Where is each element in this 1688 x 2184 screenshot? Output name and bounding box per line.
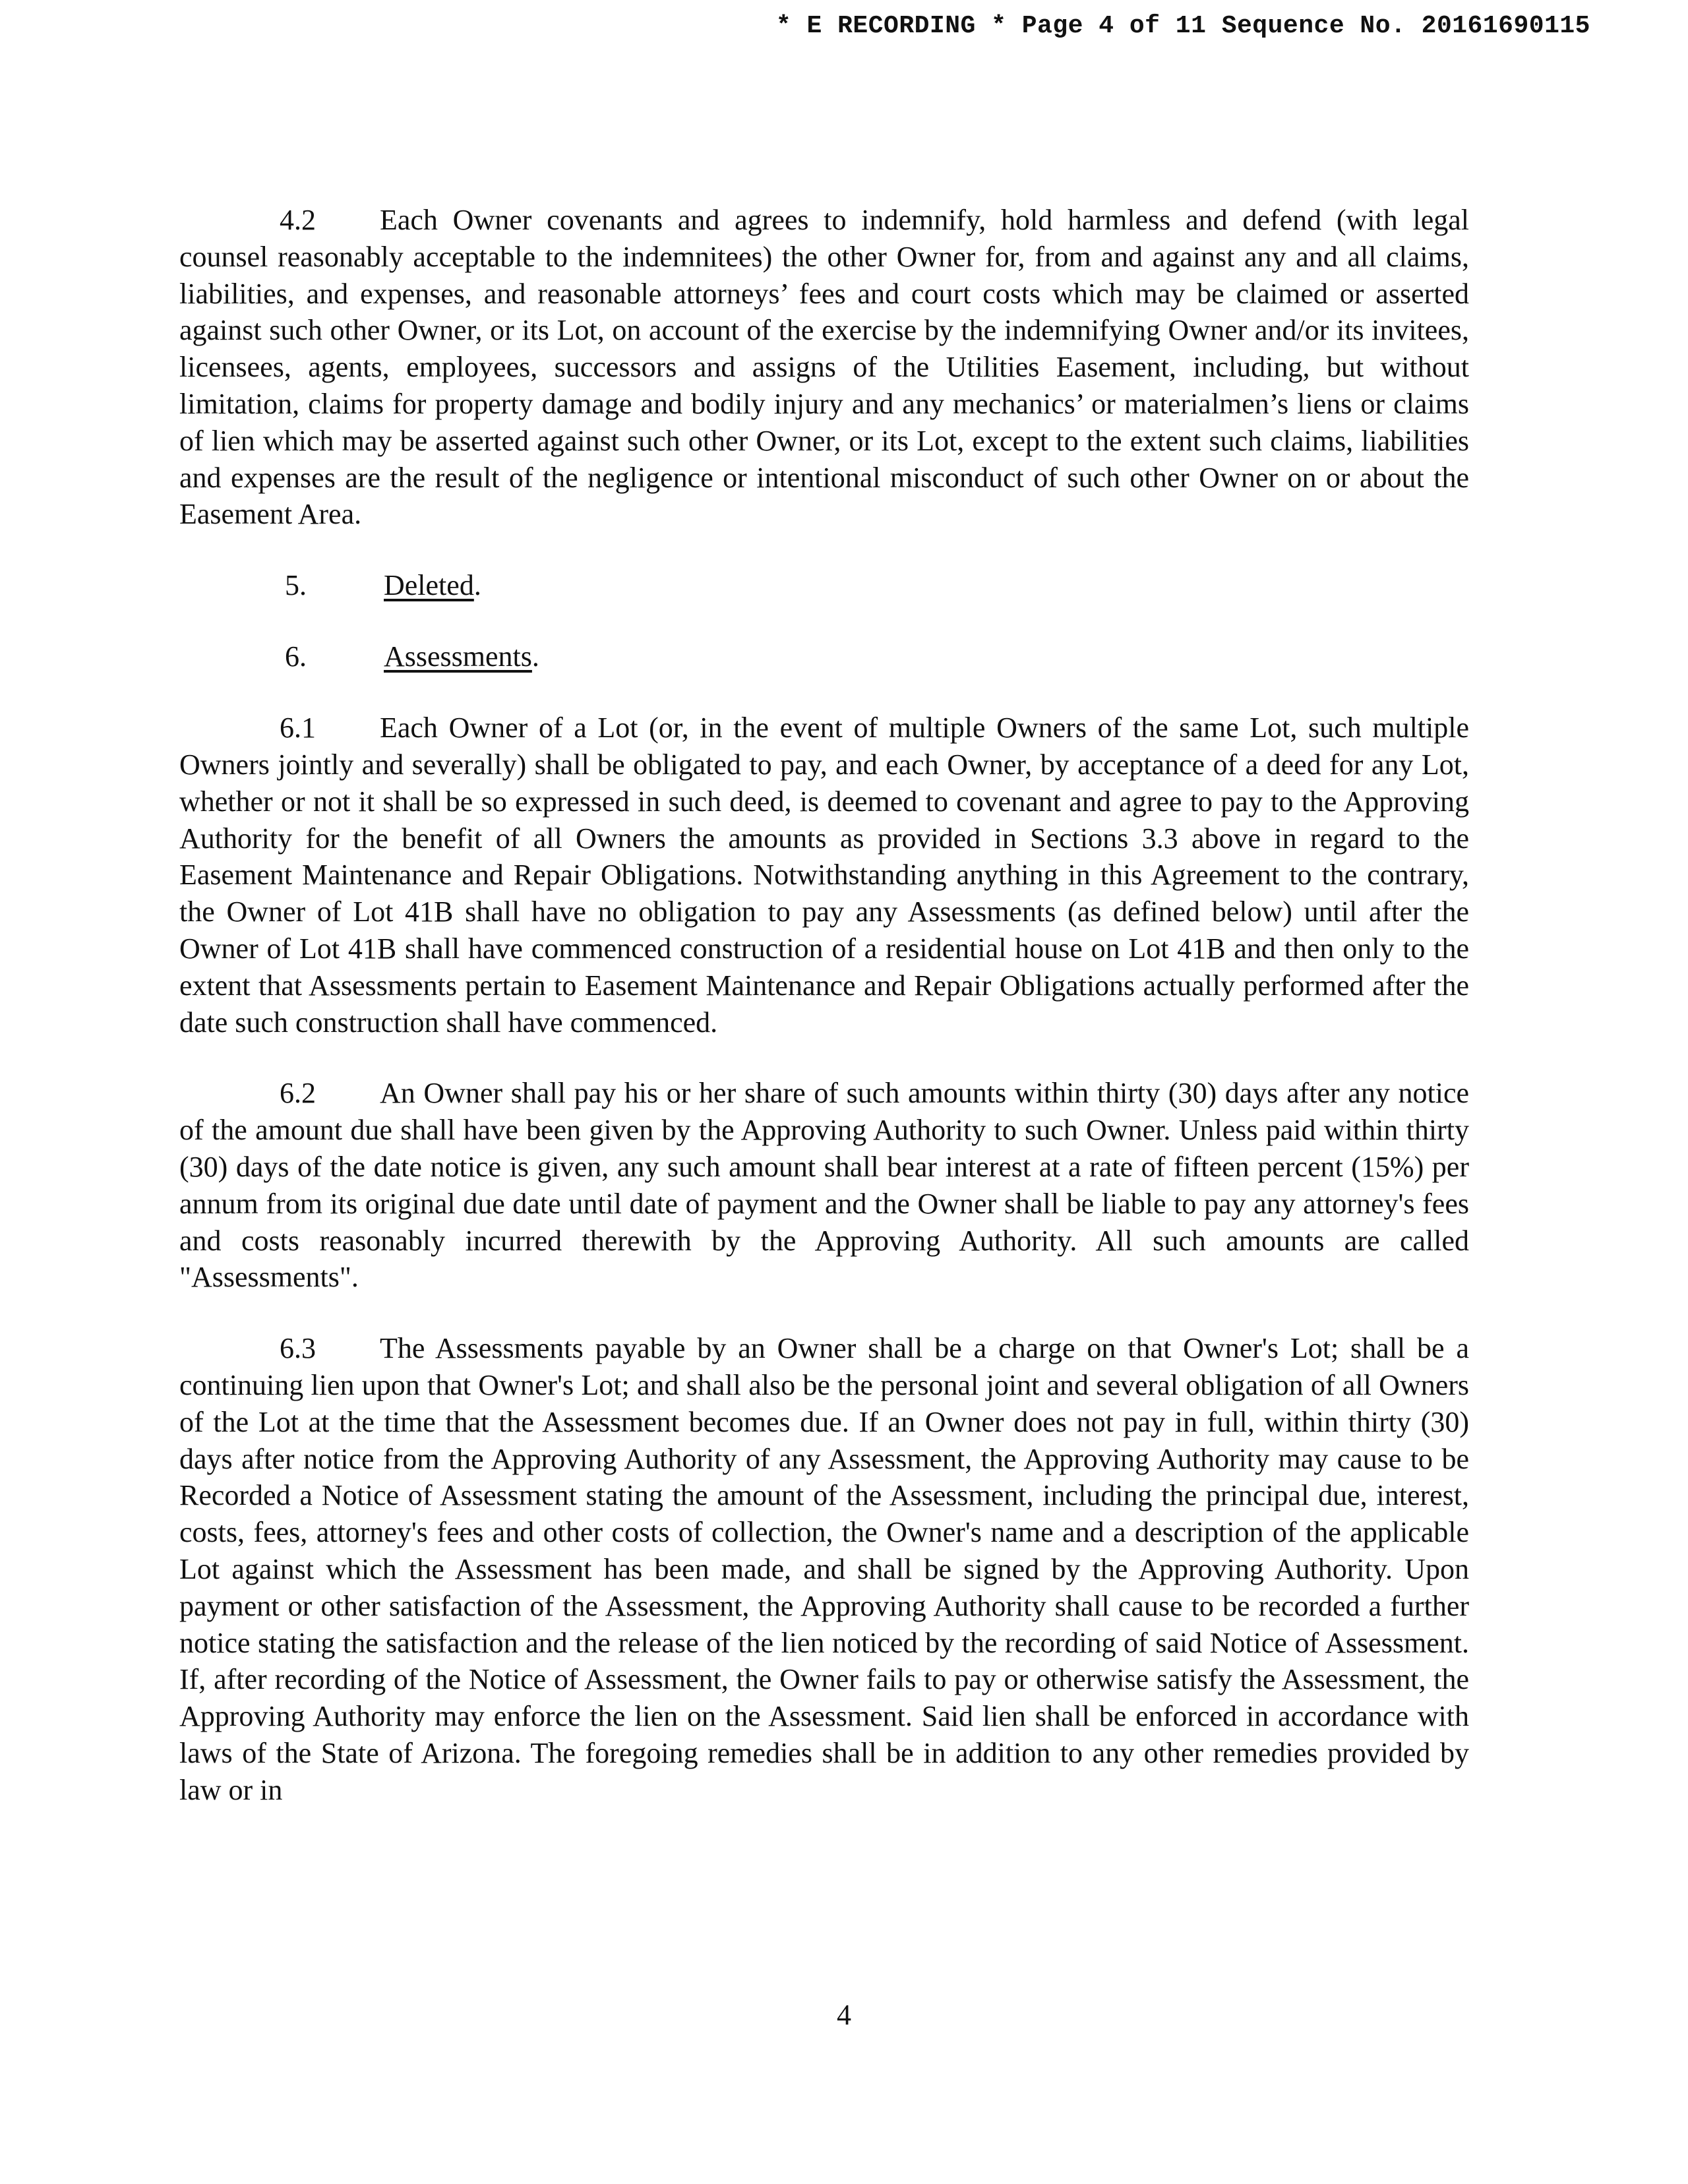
page-number: 4 [837, 1999, 851, 2031]
document-body [179, 202, 1469, 1808]
section-5-heading [179, 567, 1469, 604]
section-number: 6.2 [280, 1077, 316, 1110]
section-6-3 [179, 1330, 1469, 1808]
section-number: 5. [285, 569, 307, 602]
section-title: Assessments [384, 640, 532, 673]
section-6-heading [179, 638, 1469, 675]
section-title-suffix: . [531, 640, 539, 673]
section-6-2 [179, 1075, 1469, 1296]
section-title-suffix: . [473, 569, 481, 602]
section-text: The Assessments payable by an Owner shall be a charge on that Owner's Lot; shall be a continuing lien upon that Owner's Lot; and shall also be the personal joint and several obligation of all Owners of the Lot at the time that the Assessment becomes due. If an Owner does not pay in full, within thirty (30) days after notice from the Approving Authority of any Assessment, the Approving Authority may cause to be Recorded a Notice of Assessment stating the amount of the Assessment, including the principal due, interest, costs, fees, attorney's fees and other costs of collection, the Owner's name and a description of the applicable Lot against which the Assessment has been made, and shall be signed by the Approving Authority. Upon payment or other satisfaction of the Assessment, the Approving Authority shall cause to be recorded a further notice stating the satisfaction and the release of the lien noticed by the recording of said Notice of Assessment. If, after recording of the Notice of Assessment, the Owner fails to pay or otherwise satisfy the Assessment, the Approving Authority may enforce the lien on the Assessment. Said lien shall be enforced in accordance with laws of the State of Arizona. The foregoing remedies shall be in addition to any other remedies provided by law or in [179, 1332, 1469, 1806]
section-4-2 [179, 202, 1469, 533]
section-number: 6.1 [280, 712, 316, 744]
section-6-1 [179, 710, 1469, 1041]
section-text: An Owner shall pay his or her share of such amounts within thirty (30) days after any notice of the amount due shall have been given by the Approving Authority to such Owner. Unless paid within thirty (30) days of the date notice is given, any such amount shall bear interest at a rate of fifteen percent (15%) per annum from its original due date until date of payment and the Owner shall be liable to pay any attorney's fees and costs reasonably incurred therewith by the Approving Authority. All such amounts are called "Assessments". [179, 1077, 1469, 1294]
recording-header: * E RECORDING * Page 4 of 11 Sequence No. 20161690115 [775, 12, 1590, 40]
section-title: Deleted [384, 569, 474, 602]
section-text: Each Owner covenants and agrees to indemnify, hold harmless and defend (with legal counsel reasonably acceptable to the indemnitees) the other Owner for, from and against any and all claims, liabilities, and expenses, and reasonable attorneys’ fees and court costs which may be claimed or asserted against such other Owner, or its Lot, on account of the exercise by the indemnifying Owner and/or its invitees, licensees, agents, employees, successors and assigns of the Utilities Easement, including, but without limitation, claims for property damage and bodily injury and any mechanics’ or materialmen’s liens or claims of lien which may be asserted against such other Owner, or its Lot, except to the extent such claims, liabilities and expenses are the result of the negligence or intentional misconduct of such other Owner on or about the Easement Area. [179, 204, 1469, 531]
section-number: 4.2 [280, 204, 316, 236]
section-number: 6.3 [280, 1332, 316, 1365]
section-text: Each Owner of a Lot (or, in the event of multiple Owners of the same Lot, such multiple Owners jointly and severally) shall be obligated to pay, and each Owner, by acceptance of a deed for any Lot, whether or not it shall be so expressed in such deed, is deemed to covenant and agree to pay to the Approving Authority for the benefit of all Owners the amounts as provided in Sections 3.3 above in regard to the Easement Maintenance and Repair Obligations. Notwithstanding anything in this Agreement to the contrary, the Owner of Lot 41B shall have no obligation to pay any Assessments (as defined below) until after the Owner of Lot 41B shall have commenced construction of a residential house on Lot 41B and then only to the extent that Assessments pertain to Easement Maintenance and Repair Obligations actually performed after the date such construction shall have commenced. [179, 712, 1469, 1039]
section-number: 6. [285, 640, 307, 673]
